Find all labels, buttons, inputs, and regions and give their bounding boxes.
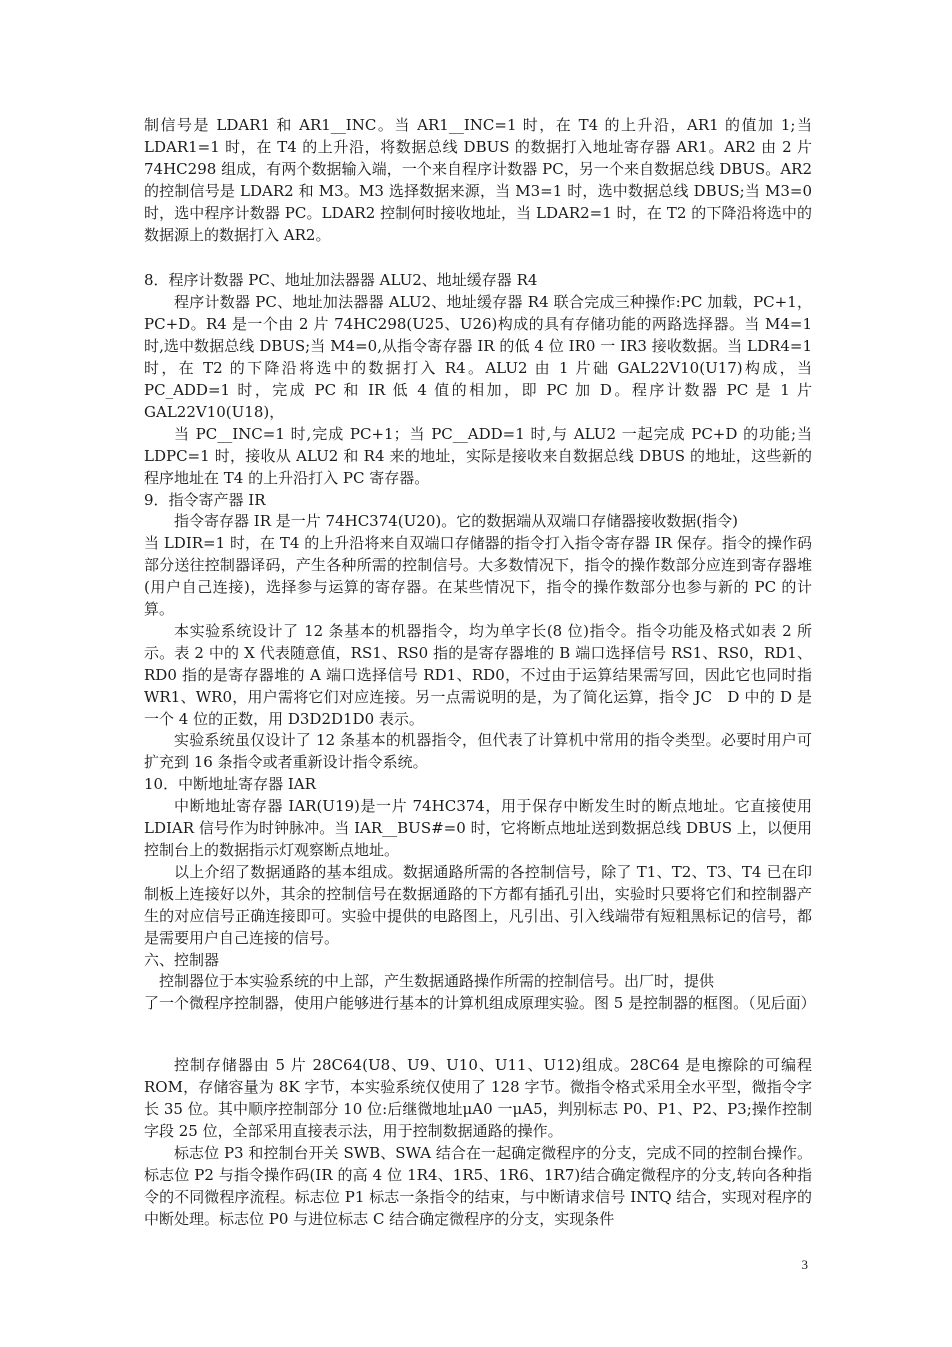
section-spacer — [144, 246, 812, 270]
paragraph-flag-bits: 标志位 P3 和控制台开关 SWB、SWA 结合在一起确定微程序的分支，完成不同的控制台操作。标志位 P2 与指令操作码(IR 的高 4 位 1R4、1R5、1R6、1R7)结合确定微程序的分支,转向各种指令的不同微程序流程。标志位 P1 标志一条指令的结束，与中断请求信号 INTQ 结合，实现对程序的中断处理。标志位 P0 与进位标志 C 结合确定微程序的分支，实现条件 — [144, 1143, 812, 1228]
paragraph-datapath-summary: 以上介绍了数据通路的基本组成。数据通路所需的各控制信号，除了 T1、T2、T3、T4 已在印制板上连接好以外，其余的控制信号在数据通路的下方都有插孔引出，实验时只要将它们和控制器产生的对应信号正确连接即可。实验中提供的电路图上，凡引出、引入线端带有短粗黑标记的信号，都是需要用户自己连接的信号。 — [144, 862, 812, 947]
text-column — [144, 115, 816, 1231]
paragraph-iar: 中断地址寄存器 IAR(U19)是一片 74HC374，用于保存中断发生时的断点地址。它直接使用 LDIAR 信号作为时钟脉冲。当 IAR__BUS#=0 时，它将断点地址送到数据总线 DBUS 上，以便用控制台上的数据指示灯观察断点地址。 — [144, 797, 812, 859]
figure-gap — [144, 1015, 812, 1055]
paragraph-instruction-ext: 实验系统虽仅设计了 12 条基本的机器指令，但代表了计算机中常用的指令类型。必要时用户可扩充到 16 条指令或者重新设计指令系统。 — [144, 731, 812, 772]
paragraph-ir-intro: 指令寄存器 IR 是一片 74HC374(U20)。它的数据端从双端口存储器接收数据(指令) — [174, 512, 738, 531]
paragraph-controller-figure: 了一个微程序控制器，使用户能够进行基本的计算机组成原理实验。图 5 是控制器的框图。（见后面） — [144, 994, 816, 1013]
paragraph-ir-detail: 当 LDIR=1 时，在 T4 的上升沿将来自双端口存储器的指令打入指令寄存器 IR 保存。指令的操作码部分送往控制器译码，产生各种所需的控制信号。大多数情况下，指令的操作数部分应连到寄存器堆(用户自己连接)，选择参与运算的寄存器。在某些情况下，指令的操作数部分也参与新的 PC 的计算。 — [144, 534, 812, 619]
paragraph-control-memory: 控制存储器由 5 片 28C64(U8、U9、U10、U11、U12)组成。28C64 是电擦除的可编程 ROM，存储容量为 8K 字节，本实验系统仅使用了 128 字节。微指令格式采用全水平型，微指令字长 35 位。其中顺序控制部分 10 位:后继微地址μA0 一μA5，判别标志 P0、P1、P2、P3;操作控制字段 25 位，全部采用直接表示法，用于控制数据通路的操作。 — [144, 1056, 813, 1140]
paragraph-controller-intro: 控制器位于本实验系统的中上部，产生数据通路操作所需的控制信号。出厂时，提供 — [159, 972, 715, 991]
paragraph-pc-alu2: 程序计数器 PC、地址加法器器 ALU2、地址缓存器 R4 联合完成三种操作:PC 加载，PC+1，PC+D。R4 是一个由 2 片 74HC298(U25、U26)构成的具有存储功能的两路选择器。当 M4=1 时,选中数据总线 DBUS;当 M4=0,从指令寄存器 IR 的低 4 位 IR0 一 IR3 接收数据。当 LDR4=1 时，在 T2 的下降沿将选中的数据打入 R4。ALU2 由 1 片础 GAL22V10(U17)构成，当 PC_ADD=1 时，完成 PC 和 IR 低 4 值的相加，即 PC 加 D。程序计数器 PC 是 1 片 GAL22V10(U18)， — [144, 293, 812, 421]
paragraph-pc-functions: 当 PC__INC=1 时,完成 PC+1；当 PC__ADD=1 时,与 ALU2 一起完成 PC+D 的功能;当 LDPC=1 时，接收从 ALU2 和 R4 来的地址，实际是接收来自数据总线 DBUS 的地址，这些新的程序地址在 T4 的上升沿打入 PC 寄存器。 — [144, 424, 812, 487]
section-heading-6: 六、控制器 — [144, 950, 220, 969]
section-heading-9: 9．指令寄产器 IR — [144, 490, 266, 509]
page-number: 3 — [801, 1257, 808, 1272]
paragraph-ar-registers: 制信号是 LDAR1 和 AR1__INC。当 AR1__INC=1 时，在 T4 的上升沿，AR1 的值加 1;当 LDAR1=1 时，在 T4 的上升沿，将数据总线 DBUS 的数据打入地址寄存器 AR1。AR2 由 2 片 74HC298 组成，有两个数据输入端，一个来自程序计数器 PC，另一个来自数据总线 DBUS。AR2 的控制信号是 LDAR2 和 M3。M3 选择数据来源，当 M3=1 时，选中数据总线 DBUS;当 M3=0 时，选中程序计数器 PC。LDAR2 控制何时接收地址，当 LDAR2=1 时，在 T2 的下降沿将选中的数据源上的数据打入 AR2。 — [144, 116, 812, 244]
paragraph-instruction-set: 本实验系统设计了 12 条基本的机器指令，均为单字长(8 位)指令。指令功能及格式如表 2 所示。表 2 中的 X 代表随意值，RS1、RS0 指的是寄存器堆的 B 端口选择信号 RS1、RS0，RD1、RD0 指的是寄存器堆的 A 端口选择信号 RD1、RD0，不过由于运算结果需写回，因此它也同时指 WR1、WR0，用户需将它们对应连接。另一点需说明的是，为了简化运算，指令 JC D 中的 D 是一个 4 位的正数，用 D3D2D1D0 表示。 — [144, 621, 812, 728]
section-heading-10: 10．中断地址寄存器 IAR — [144, 775, 316, 794]
section-heading-8: 8．程序计数器 PC、地址加法器器 ALU2、地址缓存器 R4 — [144, 271, 538, 290]
